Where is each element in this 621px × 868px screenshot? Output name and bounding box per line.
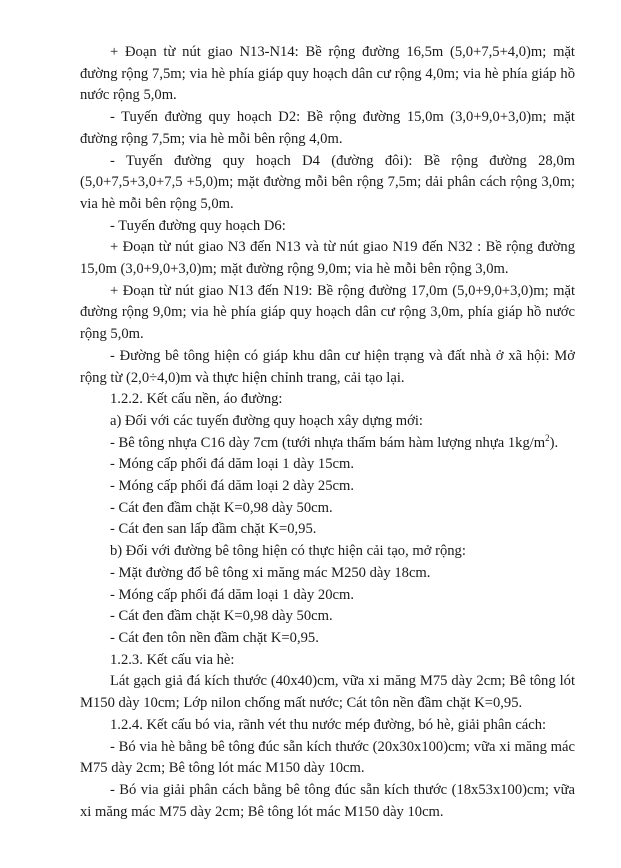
paragraph bbox=[80, 519, 575, 541]
paragraph-text: - Cát đen đầm chặt K=0,98 dày 50cm. bbox=[110, 499, 333, 516]
paragraph-text: - Tuyến đường quy hoạch D2: Bề rộng đường 15,0m (3,0+9,0+3,0)m; mặt đường rộng 7,5m; via hè mỗi bên rộng 4,0m. bbox=[80, 109, 575, 147]
paragraph-text: + Đoạn từ nút giao N13-N14: Bề rộng đường 16,5m (5,0+7,5+4,0)m; mặt đường rộng 7,5m; via hè phía giáp quy hoạch dân cư rộng 4,0m; via hè phía giáp hồ nước rộng 5,0m. bbox=[80, 44, 575, 104]
paragraph bbox=[80, 454, 575, 476]
paragraph-text: - Cát đen san lấp đầm chặt K=0,95. bbox=[110, 521, 317, 538]
paragraph-text: - Đường bê tông hiện có giáp khu dân cư hiện trạng và đất nhà ở xã hội: Mở rộng từ (2,0÷4,0)m và thực hiện chỉnh trang, cải tạo lại. bbox=[80, 347, 575, 386]
paragraph-text: Lát gạch giả đá kích thước (40x40)cm, vữa xi măng M75 dày 2cm; Bê tông lót M150 dày 10cm; Lớp nilon chống mất nước; Cát tôn nền đầm chặt K=0,95. bbox=[80, 673, 575, 712]
paragraph bbox=[80, 42, 575, 107]
paragraph bbox=[80, 650, 575, 672]
paragraph bbox=[80, 498, 575, 520]
paragraph-text: - Móng cấp phối đá dăm loại 2 dày 25cm. bbox=[110, 478, 354, 495]
paragraph-text: 1.2.2. Kết cấu nền, áo đường: bbox=[110, 391, 283, 408]
paragraph-text: 1.2.3. Kết cấu via hè: bbox=[110, 651, 235, 668]
paragraph bbox=[80, 281, 575, 346]
paragraph-text: - Tuyến đường quy hoạch D4 (đường đôi): Bề rộng đường 28,0m (5,0+7,5+3,0+7,5 +5,0)m; mặt đường mỗi bên rộng 7,5m; dải phân cách rộng 3,0m; via hè mỗi bên rộng 5,0m. bbox=[80, 152, 575, 212]
paragraph bbox=[80, 216, 575, 238]
paragraph-text: a) Đối với các tuyến đường quy hoạch xây dựng mới: bbox=[110, 412, 423, 429]
paragraph bbox=[80, 585, 575, 607]
document-page bbox=[80, 42, 575, 823]
paragraph bbox=[80, 541, 575, 563]
paragraph-text: 1.2.4. Kết cấu bó via, rãnh vét thu nước mép đường, bó hè, giải phân cách: bbox=[110, 716, 547, 733]
paragraph-text: - Bó via giải phân cách bằng bê tông đúc sẵn kích thước (18x53x100)cm; vữa xi măng mác M75 dày 2cm; Bê tông lót mác M150 dày 10cm. bbox=[80, 781, 575, 820]
superscript: 2 bbox=[545, 432, 550, 443]
paragraph-text: + Đoạn từ nút giao N3 đến N13 và từ nút giao N19 đến N32 : Bề rộng đường 15,0m (3,0+9,0+3,0)m; mặt đường rộng 9,0m; via hè mỗi bên rộng 3,0m. bbox=[80, 239, 575, 278]
paragraph bbox=[80, 671, 575, 714]
paragraph bbox=[80, 433, 575, 455]
paragraph bbox=[80, 107, 575, 150]
paragraph bbox=[80, 715, 575, 737]
paragraph-text: - Móng cấp phối đá dăm loại 1 dày 20cm. bbox=[110, 586, 354, 603]
paragraph bbox=[80, 389, 575, 411]
paragraph bbox=[80, 411, 575, 433]
paragraph bbox=[80, 476, 575, 498]
paragraph-text: - Mặt đường đổ bê tông xi măng mác M250 dày 18cm. bbox=[110, 564, 431, 581]
paragraph bbox=[80, 237, 575, 280]
paragraph-text: + Đoạn từ nút giao N13 đến N19: Bề rộng đường 17,0m (5,0+9,0+3,0)m; mặt đường rộng 9,0m; via hè phía giáp quy hoạch dân cư rộng 3,0m, phía giáp hồ nước rộng 5,0m. bbox=[80, 282, 575, 343]
paragraph-text-end: ). bbox=[549, 434, 559, 451]
paragraph-text: - Cát đen đầm chặt K=0,98 dày 50cm. bbox=[110, 608, 333, 625]
paragraph bbox=[80, 737, 575, 780]
paragraph-text: - Móng cấp phối đá dăm loại 1 dày 15cm. bbox=[110, 456, 354, 473]
paragraph bbox=[80, 563, 575, 585]
paragraph-text: - Bó via hè bằng bê tông đúc sẵn kích thước (20x30x100)cm; vữa xi măng mác M75 dày 2cm; Bê tông lót mác M150 dày 10cm. bbox=[80, 738, 575, 777]
paragraph bbox=[80, 780, 575, 823]
paragraph-text: - Tuyến đường quy hoạch D6: bbox=[110, 217, 286, 234]
paragraph bbox=[80, 151, 575, 216]
paragraph bbox=[80, 606, 575, 628]
paragraph bbox=[80, 346, 575, 389]
paragraph-text: - Cát đen tôn nền đầm chặt K=0,95. bbox=[110, 629, 319, 646]
paragraph bbox=[80, 628, 575, 650]
paragraph-text: b) Đối với đường bê tông hiện có thực hiện cải tạo, mở rộng: bbox=[110, 543, 466, 560]
paragraph-text: - Bê tông nhựa C16 dày 7cm (tưới nhựa thấm bám hàm lượng nhựa 1kg/m bbox=[110, 434, 546, 451]
